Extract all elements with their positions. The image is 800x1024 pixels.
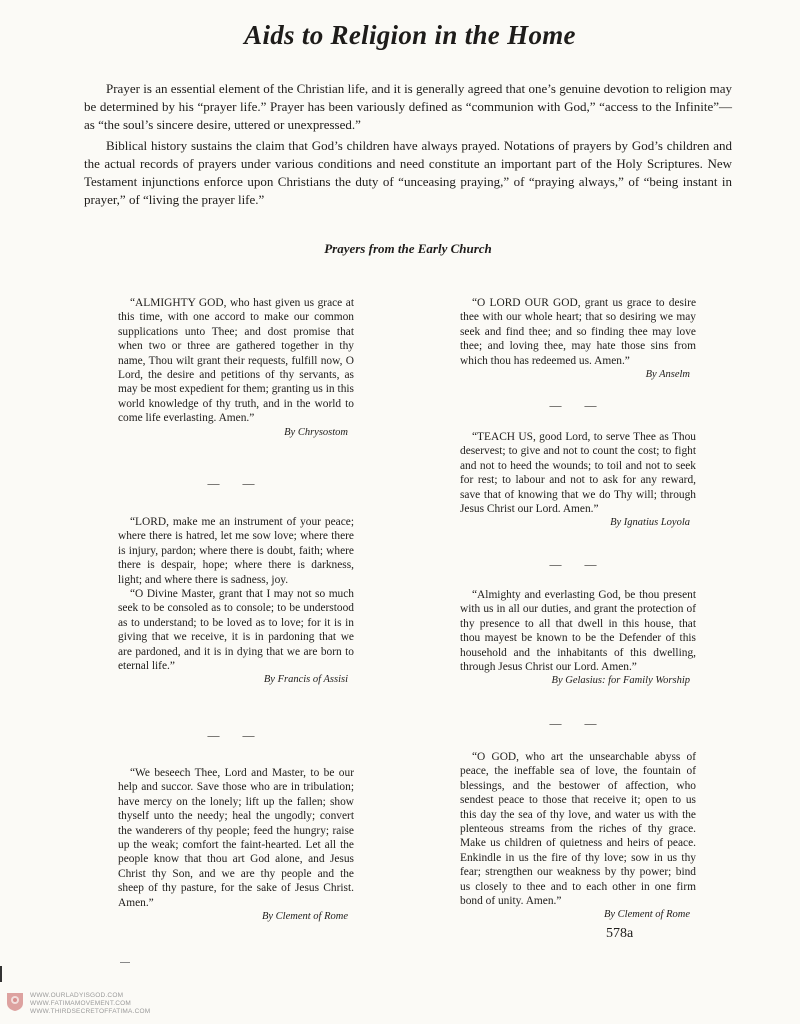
prayer-clement-of-rome-2: [460, 750, 696, 920]
prayer-attribution: By Francis of Assisi: [263, 674, 348, 686]
page-title: Aids to Religion in the Home: [244, 20, 576, 50]
prayer-clement-of-rome-1: [118, 766, 354, 922]
prayer-attribution: By Clement of Rome: [603, 909, 690, 921]
prayer-text: “LORD, make me an instrument of your peace; where there is hatred, let me sow love; where there is injury, pardon; where there is doubt, faith; where there is despair, hope; where there is darkness, light; and where there is sadness, joy.: [118, 516, 354, 586]
section-heading: Prayers from the Early Church: [324, 241, 492, 256]
separator: — —: [207, 728, 265, 742]
watermark-text: [30, 992, 150, 1016]
intro-paragraph: Biblical history sustains the claim that God’s children have always prayed. Notations of prayers by God’s children and the actual records of prayers under various conditions and need constitute an important part of the Holy Scriptures. New Testament injunctions enforce upon Christians the duty of “unceasing praying,” of “praying always,” of “being instant in prayer,” of “living the prayer life.”: [84, 138, 732, 207]
prayer-chrysostom: [118, 296, 354, 438]
watermark: [4, 990, 150, 1017]
divider: [120, 962, 130, 963]
page-number: 578a: [606, 926, 634, 941]
prayer-attribution: By Chrysostom: [284, 426, 348, 438]
prayer-gelasius: [460, 588, 696, 686]
rose-logo-icon: [4, 990, 26, 1017]
prayer-francis-of-assisi: [118, 515, 354, 685]
scan-edge-mark: [0, 966, 2, 982]
prayer-attribution: By Anselm: [645, 369, 690, 381]
watermark-link[interactable]: WWW.THIRDSECRETOFFATIMA.COM: [30, 1007, 151, 1015]
prayer-text: “We beseech Thee, Lord and Master, to be our help and succor. Save those who are in tribulation; have mercy on the lonely; lift up the fallen; show thyself unto the needy; heal the ungodly; convert the wanderers of thy people; feed the hungry; raise up the weak; comfort the faint-hearted. Let all the people know that thou art God alone, and Jesus Christ thy Son, and we are thy people and the sheep of thy pasture, for the sake of Jesus Christ. Amen.”: [118, 767, 354, 909]
prayer-attribution: By Gelasius: for Family Worship: [551, 675, 690, 687]
intro-paragraph: Prayer is an essential element of the Christian life, and it is generally agreed that one’s genuine devotion to religion may be determined by his “prayer life.” Prayer has been variously defined as “communion with God,” “access to the Infinite”—as “the soul’s sincere desire, uttered or unexpressed.”: [84, 81, 732, 132]
watermark-link[interactable]: WWW.FATIMAMOVEMENT.COM: [30, 999, 132, 1007]
prayer-ignatius-loyola: [460, 430, 696, 528]
separator: — —: [549, 398, 607, 412]
prayer-text: “O LORD OUR GOD, grant us grace to desire thee with our whole heart; that so desiring we may seek and find thee; and so finding thee may love thee; and loving thee, may hate those sins from which thou has redeemed us. Amen.”: [460, 297, 696, 367]
prayer-attribution: By Ignatius Loyola: [610, 517, 690, 529]
prayer-text: “Almighty and everlasting God, be thou present with us in all our duties, and grant the protection of thy presence to all that dwell in this house, that thou mayest be known to be the Defender of this household and the inhabitants of this dwelling, through Jesus Christ our Lord. Amen.”: [460, 589, 696, 674]
prayer-text: “O Divine Master, grant that I may not so much seek to be consoled as to console; to be understood as to understand; to be loved as to love; for it is in giving that we receive, it is in pardoning that we are pardoned, and it is in dying that we are born to eternal life.”: [118, 588, 354, 673]
intro-section: [84, 80, 732, 212]
separator: — —: [549, 557, 607, 571]
prayer-text: “O GOD, who art the unsearchable abyss of peace, the ineffable sea of love, the fountain of blessings, and the bestower of affection, who sendest peace to those that receive it; open to us this day the sea of thy love, and water us with the plenteous streams from the riches of thy grace. Make us children of quietness and heirs of peace. Enkindle in us the fire of thy love; sow in us thy fear; strengthen our weakness by thy power; bind us closely to thee and to each other in one firm bond of unity. Amen.”: [460, 751, 696, 908]
prayer-attribution: By Clement of Rome: [261, 911, 348, 923]
separator: — —: [549, 716, 607, 730]
separator: — —: [207, 476, 265, 490]
prayer-text: “TEACH US, good Lord, to serve Thee as Thou deservest; to give and not to count the cost; to fight and not to heed the wounds; to toil and not to seek for rest; to labour and not to ask for any reward, save that of knowing that we do Thy will; through Jesus Christ our Lord. Amen.”: [460, 431, 696, 516]
prayer-text: “ALMIGHTY GOD, who hast given us grace at this time, with one accord to make our common supplications unto Thee; and dost promise that when two or three are gathered together in thy name, Thou wilt grant their requests, fulfill now, O Lord, the desire and petitions of thy servants, as may be most expedient for them; granting us in this world knowledge of thy truth, and in the world to come life everlasting. Amen.”: [118, 297, 354, 425]
prayer-anselm: [460, 296, 696, 380]
watermark-link[interactable]: WWW.OURLADYISGOD.COM: [30, 991, 124, 999]
